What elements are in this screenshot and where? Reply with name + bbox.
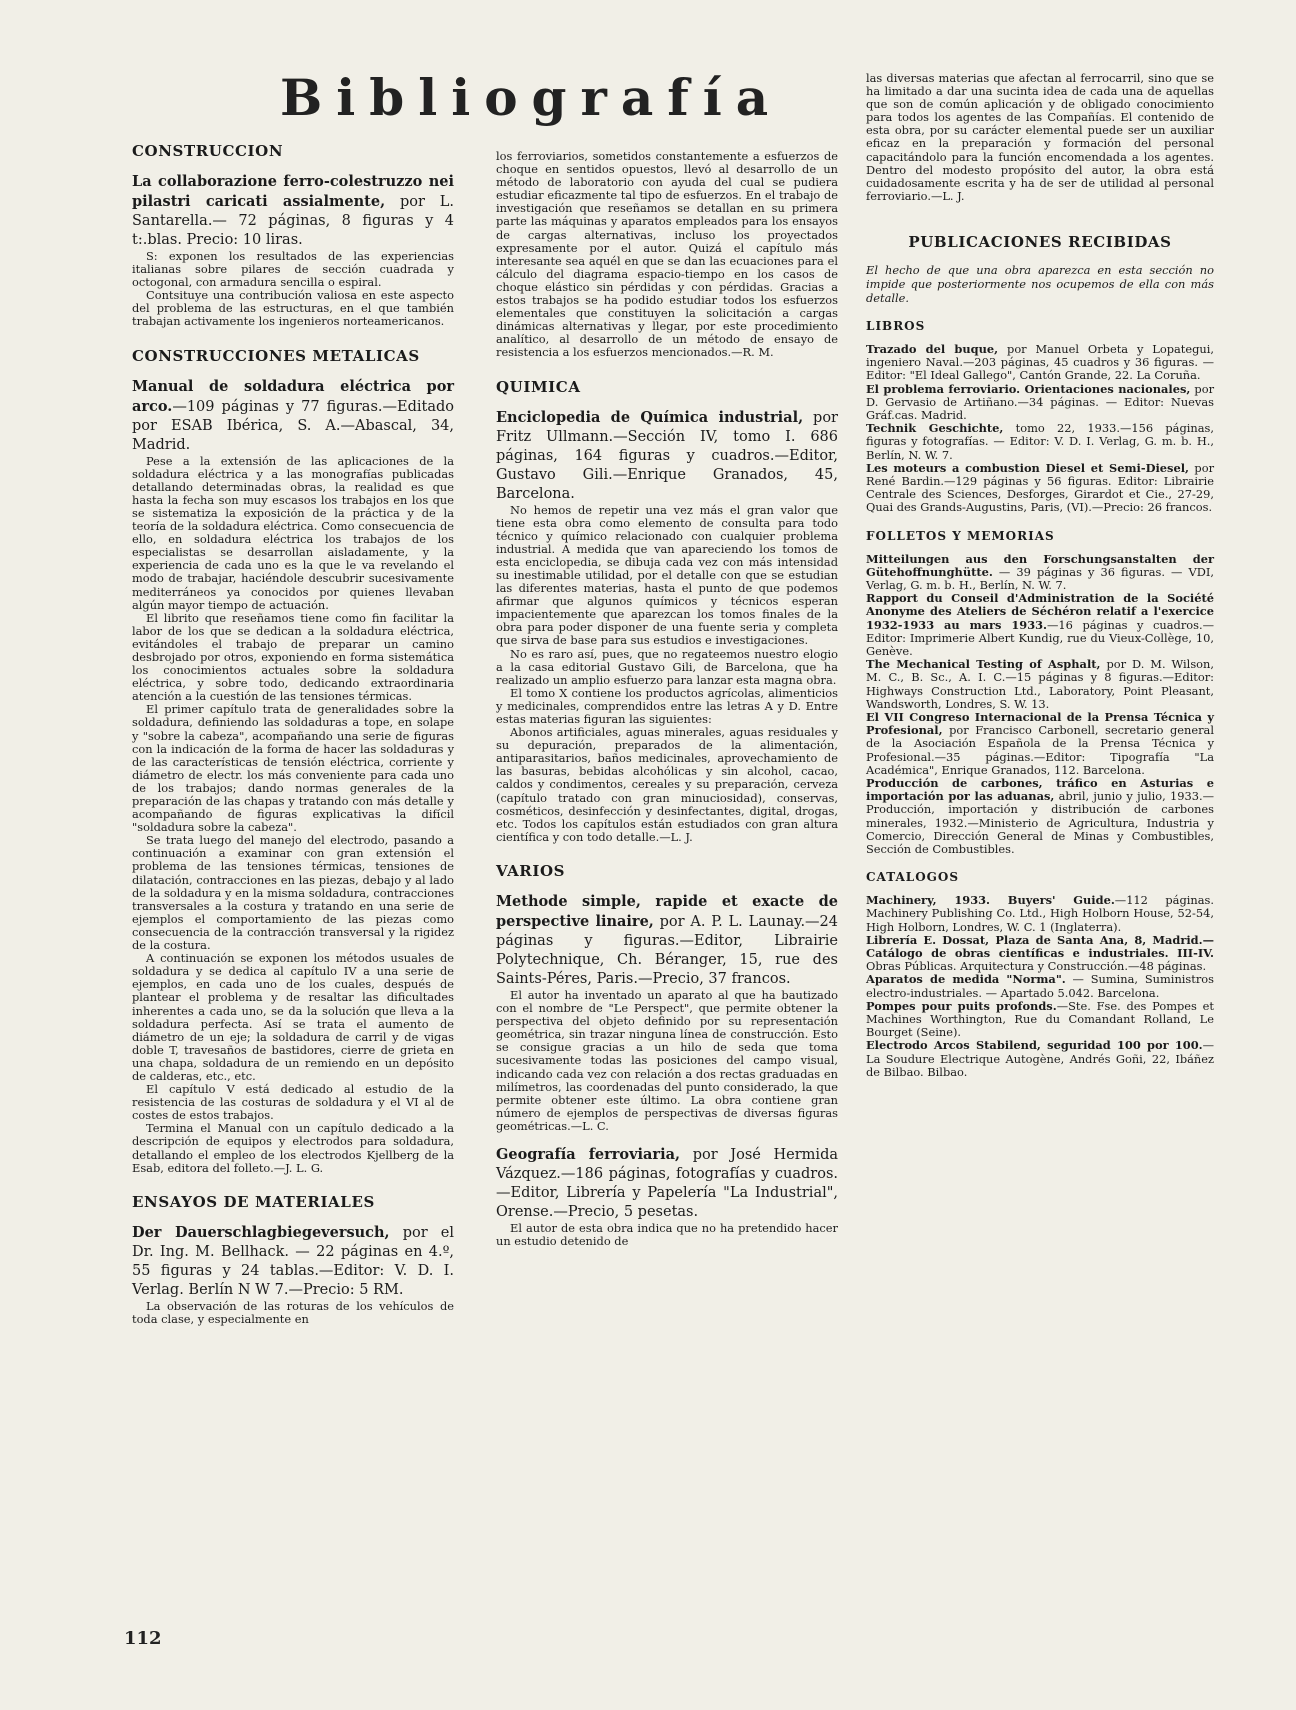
- book-entry: [132, 172, 454, 250]
- book-details: por José Hermida Vázquez.—186 páginas, fotografías y cuadros.—Editor, Librería y Papelería "La Industrial", Orense.—Precio, 5 pesetas.: [496, 1146, 838, 1220]
- review-paragraph: El tomo X contiene los productos agrícolas, alimenticios y medicinales, comprendidos entre las letras A y D. Entre estas materias figuran las siguientes:: [496, 685, 838, 726]
- publication-entry: [866, 1039, 1214, 1079]
- publication-entry: [866, 422, 1214, 462]
- publication-entry: [866, 343, 1214, 383]
- publication-entry: [866, 894, 1214, 934]
- review-paragraph: los ferroviarios, sometidos constantemente a esfuerzos de choque en sentidos opuestos, llevó al desarrollo de un método de laboratorio con ayuda del cual se pudiera estudiar eficazmente tal tipo de esfuerzos. En el trabajo de investigación que reseñamos se detallan en su primera parte las máquinas y aparatos empleados para los ensayos de cargas alternativas, incluso los proyectados expresamente por el autor. Quizá el capítulo más interesante sea aquél en que se dan las ecuaciones para el cálculo del diagrama espacio-tiempo en los casos de choque elástico sin pérdidas y con pérdidas. Gracias a estos trabajos se ha podido estudiar todos los esfuerzos elementales que constituyen la solicitación a cargas dinámicas alternativas y llegar, por este procedimiento analítico, al desarrollo de un método de ensayo de resistencia a los esfuerzos mencionados.—R. M.: [496, 149, 838, 360]
- page-number: 112: [124, 1628, 162, 1649]
- publication-details: por D. M. Wilson, M. C., B. Sc., A. I. C.—15 páginas y 8 figuras.—Editor: Highways Construction Ltd., Laboratory, Point Pleasant, Wandsworth, Londres, S. W. 13.: [866, 657, 1214, 711]
- section-heading-quimica: QUIMICA: [496, 377, 581, 396]
- publication-entry: [866, 383, 1214, 423]
- section-heading-construccion: CONSTRUCCION: [132, 142, 284, 160]
- page-title: Bibliografía: [280, 68, 783, 127]
- review-paragraph: Se trata luego del manejo del electrodo, pasando a continuación a examinar con gran extensión el problema de las tensiones térmicas, tensiones de dilatación, contracciones en las piezas, debajo y al lado de la soldadura y en la misma soldadura, contracciones transversales a la costura y tratando en una serie de ejemplos el comportamiento de las piezas como consecuencia de la contracción transversal y la rigidez de la costura.: [132, 833, 454, 953]
- book-entry: [496, 892, 838, 989]
- book-details: por L. Santarella.— 72 páginas, 8 figuras y 4 t:.blas. Precio: 10 liras.: [132, 194, 454, 248]
- review-paragraph: A continuación se exponen los métodos usuales de soldadura y se dedica al capítulo IV a una serie de ejemplos, en cada uno de los cuales, después de plantear el problema y de resaltar las dificultades inherentes a cada uno, se da la solución que lleva a la soldadura perfecta. Así se trata el aumento de diámetro de un eje; la soldadura de carril y de vigas doble T, travesaños de bastidores, cierre de grieta en una chapa, soldadura de un remiendo en un depósito de calderas, etc., etc.: [132, 951, 454, 1083]
- book-details: por el Dr. Ing. M. Bellhack. — 22 páginas en 4.º, 55 figuras y 24 tablas.—Editor: V. D. I. Verlag. Berlín N W 7.—Precio: 5 RM.: [132, 1224, 454, 1298]
- publication-entry: [866, 553, 1214, 593]
- publication-title: Producción de carbones, tráfico en Asturias e importación por las aduanas,: [866, 776, 1214, 804]
- publication-title: Librería E. Dossat, Plaza de Santa Ana, 8, Madrid.—Catálogo de obras científicas e industriales. III-IV.: [866, 932, 1214, 961]
- publication-details: — Sumina, Suministros electro-industriales. — Apartado 5.042. Barcelona.: [866, 972, 1214, 1000]
- book-entry: [496, 1145, 838, 1222]
- publication-details: Obras Públicas. Arquitectura y Construcción.—48 páginas.: [866, 959, 1207, 974]
- publication-details: abril, junio y julio, 1933.—Producción, importación y distribución de carbones minerales, 1932.—Ministerio de Agricultura, Industria y Comercio, Dirección General de Minas y Combustibles, Sección de Combustibles.: [866, 789, 1214, 857]
- publication-entry: [866, 1000, 1214, 1040]
- review-paragraph: No es raro así, pues, que no regateemos nuestro elogio a la casa editorial Gustavo Gili, de Barcelona, que ha realizado un amplio esfuerzo para lanzar esta magna obra.: [496, 646, 838, 687]
- section-heading-ensayos-de-materiales: ENSAYOS DE MATERIALES: [132, 1192, 375, 1211]
- book-details: por Fritz Ullmann.—Sección IV, tomo I. 686 páginas, 164 figuras y cuadros.—Editor, Gustavo Gili.—Enrique Granados, 45, Barcelona.: [496, 409, 838, 502]
- publication-title: El problema ferroviario. Orientaciones nacionales,: [866, 381, 1191, 396]
- publication-details: — 39 páginas y 36 figuras. — VDI, Verlag, G. m. b. H., Berlín, N. W. 7.: [866, 564, 1214, 592]
- publication-title: Trazado del buque,: [866, 341, 999, 356]
- column-left: [132, 142, 454, 1326]
- book-title: Enciclopedia de Química industrial,: [496, 408, 804, 426]
- publication-entry: [866, 462, 1214, 515]
- subsection-heading-folletos: FOLLETOS Y MEMORIAS: [866, 528, 1055, 543]
- publication-title: Pompes pour puits profonds.: [866, 998, 1057, 1013]
- book-entry: [496, 408, 838, 504]
- publication-entry: [866, 973, 1214, 999]
- review-paragraph: El librito que reseñamos tiene como fin facilitar la labor de los que se dedican a la soldadura eléctrica, evitándoles el trabajo de preparar un camino desbrojado por otros, exponiendo en forma sistemática los conocimientos actuales sobre la soldadura eléctrica, y sobre todo, dedicando extraordinaria atención a la cuestión de las tensiones térmicas.: [132, 610, 454, 704]
- review-paragraph: Contsituye una contribución valiosa en este aspecto del problema de las estructuras, en el que también trabajan activamente los ingenieros norteamericanos.: [132, 288, 454, 329]
- publication-entry: [866, 934, 1214, 974]
- publication-title: Aparatos de medida "Norma".: [866, 972, 1066, 987]
- publication-title: The Mechanical Testing of Asphalt,: [866, 657, 1101, 672]
- publication-details: por Manuel Orbeta y Lopategui, ingeniero Naval.—203 páginas, 45 cuadros y 36 figuras. — Editor: "El Ideal Gallego", Cantón Grande, 22. La Coruña.: [866, 341, 1214, 383]
- review-paragraph: S: exponen los resultados de las experiencias italianas sobre pilares de sección cuadrada y octogonal, con armadura sencilla o espiral.: [132, 249, 454, 290]
- book-details: —109 páginas y 77 figuras.—Editado por ESAB Ibérica, S. A.—Abascal, 34, Madrid.: [132, 398, 454, 453]
- publication-details: por D. Gervasio de Artiñano.—34 páginas. — Editor: Nuevas Gráf.cas. Madrid.: [866, 381, 1215, 422]
- book-title: Methode simple, rapide et exacte de perspective linaire,: [496, 892, 838, 930]
- book-title: Geografía ferroviaria,: [496, 1145, 681, 1163]
- column-right: [866, 72, 1214, 1079]
- publication-details: tomo 22, 1933.—156 páginas, figuras y fotografías. — Editor: V. D. I. Verlag, G. m. b. H., Berlín, N. W. 7.: [866, 421, 1214, 462]
- publication-entry: [866, 592, 1214, 658]
- review-paragraph: El primer capítulo trata de generalidades sobre la soldadura, definiendo las soldaduras a tope, en solape y "sobre la cabeza", acompañando una serie de figuras con la indicación de la forma de hacer las soldaduras y de las características de tensión eléctrica, corriente y diámetro de electr. los más conveniente para cada uno de los trabajos; dando normas generales de la preparación de las chapas y tratando con más detalle y acompañando de figuras explicativas la difícil "soldadura sobre la cabeza".: [132, 702, 454, 835]
- review-paragraph: El autor de esta obra indica que no ha pretendido hacer un estudio detenido de: [496, 1220, 838, 1249]
- book-entry: [132, 377, 454, 455]
- publication-details: —Ste. Fse. des Pompes et Machines Worthington, Rue du Comandant Rolland, Le Bourget (Seine).: [866, 998, 1214, 1040]
- publication-title: Mitteilungen aus den Forschungsanstalten der Gütehoffnunghütte.: [866, 551, 1214, 579]
- subsection-heading-libros: LIBROS: [866, 318, 926, 333]
- publication-details: —112 páginas. Machinery Publishing Co. Ltd., High Holborn House, 52-54, High Holborn, Londres, W. C. 1 (Inglaterra).: [866, 893, 1214, 934]
- review-paragraph: Termina el Manual con un capítulo dedicado a la descripción de equipos y electrodos para soldadura, detallando el empleo de los electrodos Kjellberg de la Esab, editora del folleto.—J. L. G.: [132, 1121, 454, 1175]
- publication-title: El VII Congreso Internacional de la Prensa Técnica y Profesional,: [866, 710, 1214, 738]
- review-paragraph: las diversas materias que afectan al ferrocarril, sino que se ha limitado a dar una sucinta idea de cada una de aquellas que son de común aplicación y de obligado conocimiento para todos los agentes de las Compañías. El contenido de esta obra, por su carácter elemental puede ser un auxiliar eficaz en la preparación y formación del personal capacitándolo para la función encomendada a los agentes. Dentro del modesto propósito del autor, la obra está cuidadosamente escrita y ha de ser de utilidad al personal ferroviario.—L. J.: [866, 71, 1214, 203]
- publication-title: Rapport du Conseil d'Administration de la Société Anonyme des Ateliers de Séchéron relatif a l'exercice 1932-1933 au mars 1933.: [866, 591, 1214, 632]
- publication-entry: [866, 777, 1214, 856]
- book-title: Manual de soldadura eléctrica por arco.: [132, 377, 454, 415]
- review-paragraph: El autor ha inventado un aparato al que ha bautizado con el nombre de "Le Perspect", que permite obtener la perspectiva del objeto definido por su representación geométrica, sin trazar ninguna línea de construcción. Esto se consigue gracias a un hilo de seda que toma sucesivamente todas las posiciones del campo visual, indicando cada vez con relación a dos rectas graduadas en milímetros, las coordenadas del punto considerado, la que permite obtener este último. La obra contiene gran número de ejemplos de perspectivas de diversas figuras geométricas.—L. C.: [496, 987, 838, 1133]
- book-title: La collaborazione ferro-colestruzzo nei pilastri caricati assialmente,: [132, 173, 454, 210]
- review-paragraph: Pese a la extensión de las aplicaciones de la soldadura eléctrica y a las monografías publicadas detallando determinadas obras, la realidad es que hasta la fecha son muy escasos los trabajos en los que se sistematiza la exposición de la práctica y de la teoría de la soldadura eléctrica. Como consecuencia de ello, en soldadura eléctrica los trabajos de los especialistas se desarrollan aisladamente, y la experiencia de cada uno es la que le va revelando el modo de trabajar, haciéndole descubrir sucesivamente mediterráneos ya conocidos por quienes llevaban algún mayor tiempo de actuación.: [132, 453, 454, 612]
- publication-title: Technik Geschichte,: [866, 421, 1004, 436]
- subsection-heading-catalogos: CATALOGOS: [866, 870, 960, 885]
- section-heading-varios: VARIOS: [496, 861, 566, 880]
- publication-title: Les moteurs a combustion Diesel et Semi-Diesel,: [866, 460, 1190, 475]
- publication-entry: [866, 711, 1214, 777]
- section-heading-publicaciones-recibidas: PUBLICACIONES RECIBIDAS: [908, 232, 1172, 251]
- publication-title: Electrodo Arcos Stabilend, seguridad 100 por 100.: [866, 1038, 1203, 1053]
- editorial-note: El hecho de que una obra aparezca en esta sección no impide que posteriormente nos ocupemos de ella con más detalle.: [866, 262, 1214, 305]
- publication-details: por René Bardin.—129 páginas y 56 figuras. Editor: Librairie Centrale des Sciences, Desforges, Girardot et Cie., 27-29, Quai des Grands-Augustins, Paris, (VI).—Precio: 26 francos.: [866, 460, 1215, 515]
- review-paragraph: No hemos de repetir una vez más el gran valor que tiene esta obra como elemento de consulta para todo técnico y químico relacionado con cualquier problema industrial. A medida que van apareciendo los tomos de esta enciclopedia, se dibuja cada vez con más intensidad su inestimable utilidad, por el detalle con que se estudian las diferentes materias, hasta el punto de que podemos afirmar que algunos químicos y técnicos esperan impacientemente que aparezcan los tomos finales de la obra para poder disponer de una fuente seria y completa que sirva de base para sus estudios e investigaciones.: [496, 502, 838, 648]
- review-paragraph: La observación de las roturas de los vehículos de toda clase, y especialmente en: [132, 1298, 454, 1326]
- publication-details: —16 páginas y cuadros.—Editor: Imprimerie Albert Kundig, rue du Vieux-Collège, 10, Genève.: [866, 617, 1214, 658]
- column-middle: [496, 150, 838, 1248]
- publication-details: por Francisco Carbonell, secretario general de la Asociación Española de la Prensa Técnica y Profesional.—35 páginas.—Editor: Tipografía "La Académica", Enrique Granados, 112. Barcelona.: [866, 723, 1214, 777]
- book-title: Der Dauerschlagbiegeversuch,: [132, 1223, 390, 1241]
- publication-details: —La Soudure Electrique Autogène, Andrés Goñi, 22, Ibáñez de Bilbao. Bilbao.: [866, 1038, 1214, 1079]
- book-details: por A. P. L. Launay.—24 páginas y figuras.—Editor, Librairie Polytechnique, Ch. Béranger, 15, rue des Saints-Péres, Paris.—Precio, 37 francos.: [496, 913, 839, 987]
- publication-title: Machinery, 1933. Buyers' Guide.: [866, 893, 1115, 908]
- book-entry: [132, 1223, 454, 1300]
- review-paragraph: El capítulo V está dedicado al estudio de la resistencia de las costuras de soldadura y el VI al de costes de estos trabajos.: [132, 1082, 454, 1123]
- publication-entry: [866, 658, 1214, 711]
- review-paragraph: Abonos artificiales, aguas minerales, aguas residuales y su depuración, preparados de la alimentación, antiparasitarios, baños medicinales, aprovechamiento de las basuras, bebidas alcohólicas y sin alcohol, cacao, caldos y condimentos, cereales y su preparación, cerveza (capítulo tratado con gran minuciosidad), conservas, cosméticos, desinfección y desinfectantes, digital, drogas, etc. Todos los capítulos están estudiados con gran altura científica y con todo detalle.—L. J.: [496, 725, 838, 844]
- section-heading-construcciones-metalicas: CONSTRUCCIONES METALICAS: [132, 346, 420, 365]
